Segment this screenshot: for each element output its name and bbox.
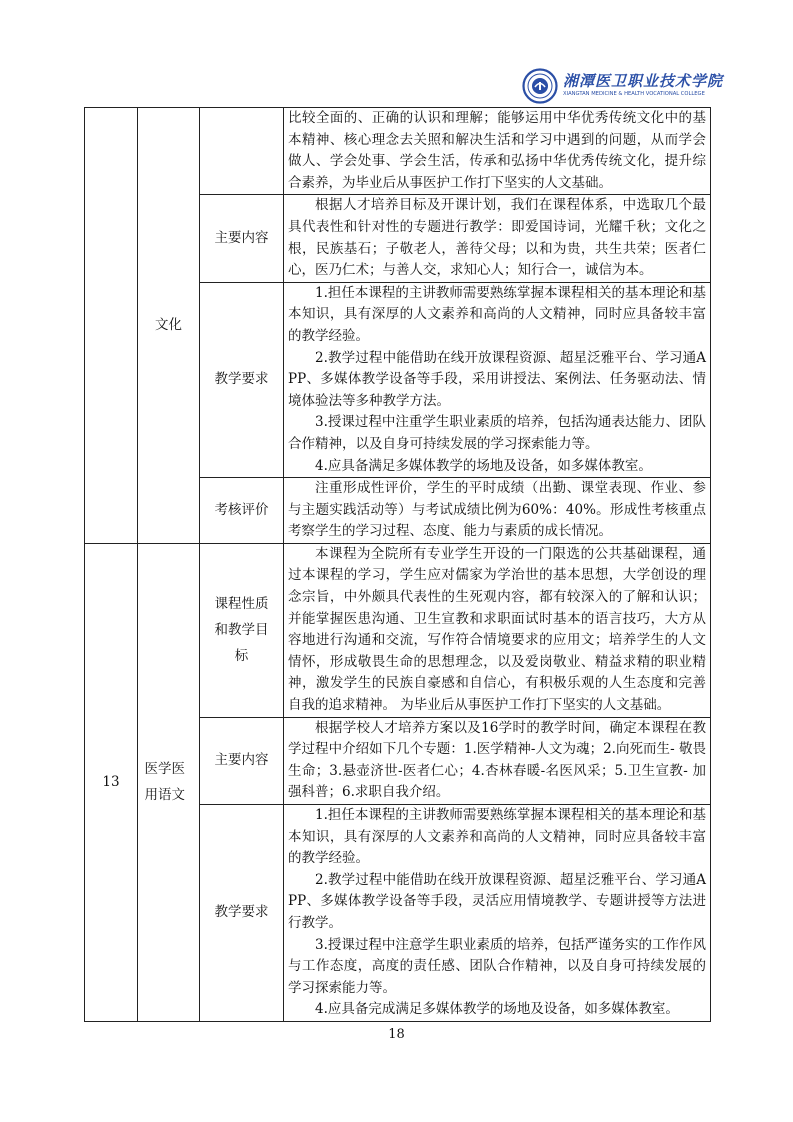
section-content-cell	[284, 195, 711, 282]
section-content-cell	[284, 282, 711, 477]
logo-english-name: XIANGTAN MEDICINE & HEALTH VOCATIONAL COLLEGE	[563, 91, 705, 98]
section-label: 主要内容	[214, 752, 269, 769]
section-label-cell	[200, 108, 284, 195]
section-label-cell	[200, 195, 284, 282]
logo-chinese-name: 湘潭医卫职业技术学院	[563, 72, 724, 91]
section-label-cell	[200, 543, 284, 717]
section-content-cell	[284, 108, 711, 195]
section-label-cell	[200, 717, 284, 804]
paragraph: 4.应具备完成满足多媒体教学的场地及设备，如多媒体教室。	[315, 1001, 679, 1018]
course-name-cell	[138, 543, 200, 1021]
paragraph: 3.授课过程中注重学生职业素质的培养，包括沟通表达能力、团队合作精神，以及自身可持续发展的学习探索能力等。	[288, 414, 706, 452]
paragraph: 比较全面的、正确的认识和理解；能够运用中华优秀传统文化中的基本精神、核心理念去关照和解决生活和学习中遇到的问题，从而学会做人、学会处事、学会生活，传承和弘扬中华优秀传统文化，提升综合素养，为毕业后从事医护工作打下坚实的人文基础。	[288, 110, 706, 191]
table-row	[85, 543, 711, 717]
section-content-cell	[284, 543, 711, 717]
college-logo	[522, 66, 724, 106]
paragraph: 根据人才培养目标及开课计划，我们在课程体系，中选取几个最具代表性和针对性的专题进行教学：即爱国诗词，光耀千秋；文化之根，民族基石；子敬老人，善待父母；以和为贵，共生共荣；医者仁心，医乃仁术；与善人交，求知心人；知行合一，诚信为本。	[288, 197, 706, 279]
course-number-cell	[85, 108, 138, 544]
course-number: 13	[102, 773, 120, 790]
paragraph: 注重形成性评价，学生的平时成绩（出勤、课堂表现、作业、参与主题实践活动等）与考试成绩比例为60%：40%。形成性考核重点考察学生的学习过程、态度、能力与素质的成长情况。	[288, 480, 706, 540]
section-label-cell	[200, 282, 284, 477]
section-label: 课程性质和教学目标	[214, 596, 269, 665]
section-label-cell	[200, 478, 284, 544]
course-name-cell	[138, 108, 200, 544]
paragraph: 2.教学过程中能借助在线开放课程资源、超星泛雅平台、学习通APP、多媒体教学设备等手段，灵活应用情境教学、专题讲授等方法进行教学。	[288, 871, 706, 931]
section-label: 主要内容	[214, 229, 269, 246]
section-label-cell	[200, 805, 284, 1022]
section-content-cell	[284, 717, 711, 804]
section-label: 教学要求	[214, 904, 269, 921]
paragraph: 本课程为全院所有专业学生开设的一门限选的公共基础课程，通过本课程的学习，学生应对儒家为学治世的基本思想，大学创设的理念宗旨，中外颇具代表性的生死观内容，都有较深入的了解和认识；并能掌握医患沟通、卫生宣教和求职面试时基本的语言技巧，大方从容地进行沟通和交流，写作符合情境要求的应用文；培养学生的人文情怀，形成敬畏生命的思想理念，以及爱岗敬业、精益求精的职业精神，激发学生的民族自豪感和自信心，有积极乐观的人生态度和完善自我的追求精神。 为毕业后从事医护工作打下坚实的人文基础。	[288, 545, 706, 714]
section-label: 教学要求	[214, 371, 269, 388]
paragraph: 2.教学过程中能借助在线开放课程资源、超星泛雅平台、学习通APP、多媒体教学设备等手段，采用讲授法、案例法、任务驱动法、情境体验法等多种教学方法。	[288, 349, 706, 409]
page-number: 18	[388, 1027, 405, 1042]
section-content-cell	[284, 478, 711, 544]
course-name: 医学医用语文	[144, 761, 185, 804]
paragraph: 4.应具备满足多媒体教学的场地及设备，如多媒体教室。	[315, 457, 652, 474]
course-number-cell	[85, 543, 138, 1021]
section-content-cell	[284, 805, 711, 1022]
paragraph: 根据学校人才培养方案以及16学时的教学时间，确定本课程在教学过程中介绍如下几个专题：1.医学精神-人文为魂；2.向死而生- 敬畏生命；3.悬壶济世-医者仁心；4.杏林春暖-名医风采；5.卫生宣教- 加强科普；6.求职自我介绍。	[288, 719, 706, 801]
course-name: 文化	[155, 316, 182, 333]
college-seal-icon	[522, 68, 558, 104]
course-table	[84, 107, 711, 1022]
table-row	[85, 108, 711, 195]
paragraph: 1.担任本课程的主讲教师需要熟练掌握本课程相关的基本理论和基本知识，具有深厚的人文素养和高尚的人文精神，同时应具备较丰富的教学经验。	[288, 284, 706, 344]
section-label: 考核评价	[214, 501, 269, 518]
paragraph: 1.担任本课程的主讲教师需要熟练掌握本课程相关的基本理论和基本知识，具有深厚的人文素养和高尚的人文精神，同时应具备较丰富的教学经验。	[288, 807, 706, 867]
paragraph: 3.授课过程中注意学生职业素质的培养，包括严谨务实的工作作风与工作态度，高度的责任感、团队合作精神，以及自身可持续发展的学习探索能力等。	[288, 936, 706, 996]
